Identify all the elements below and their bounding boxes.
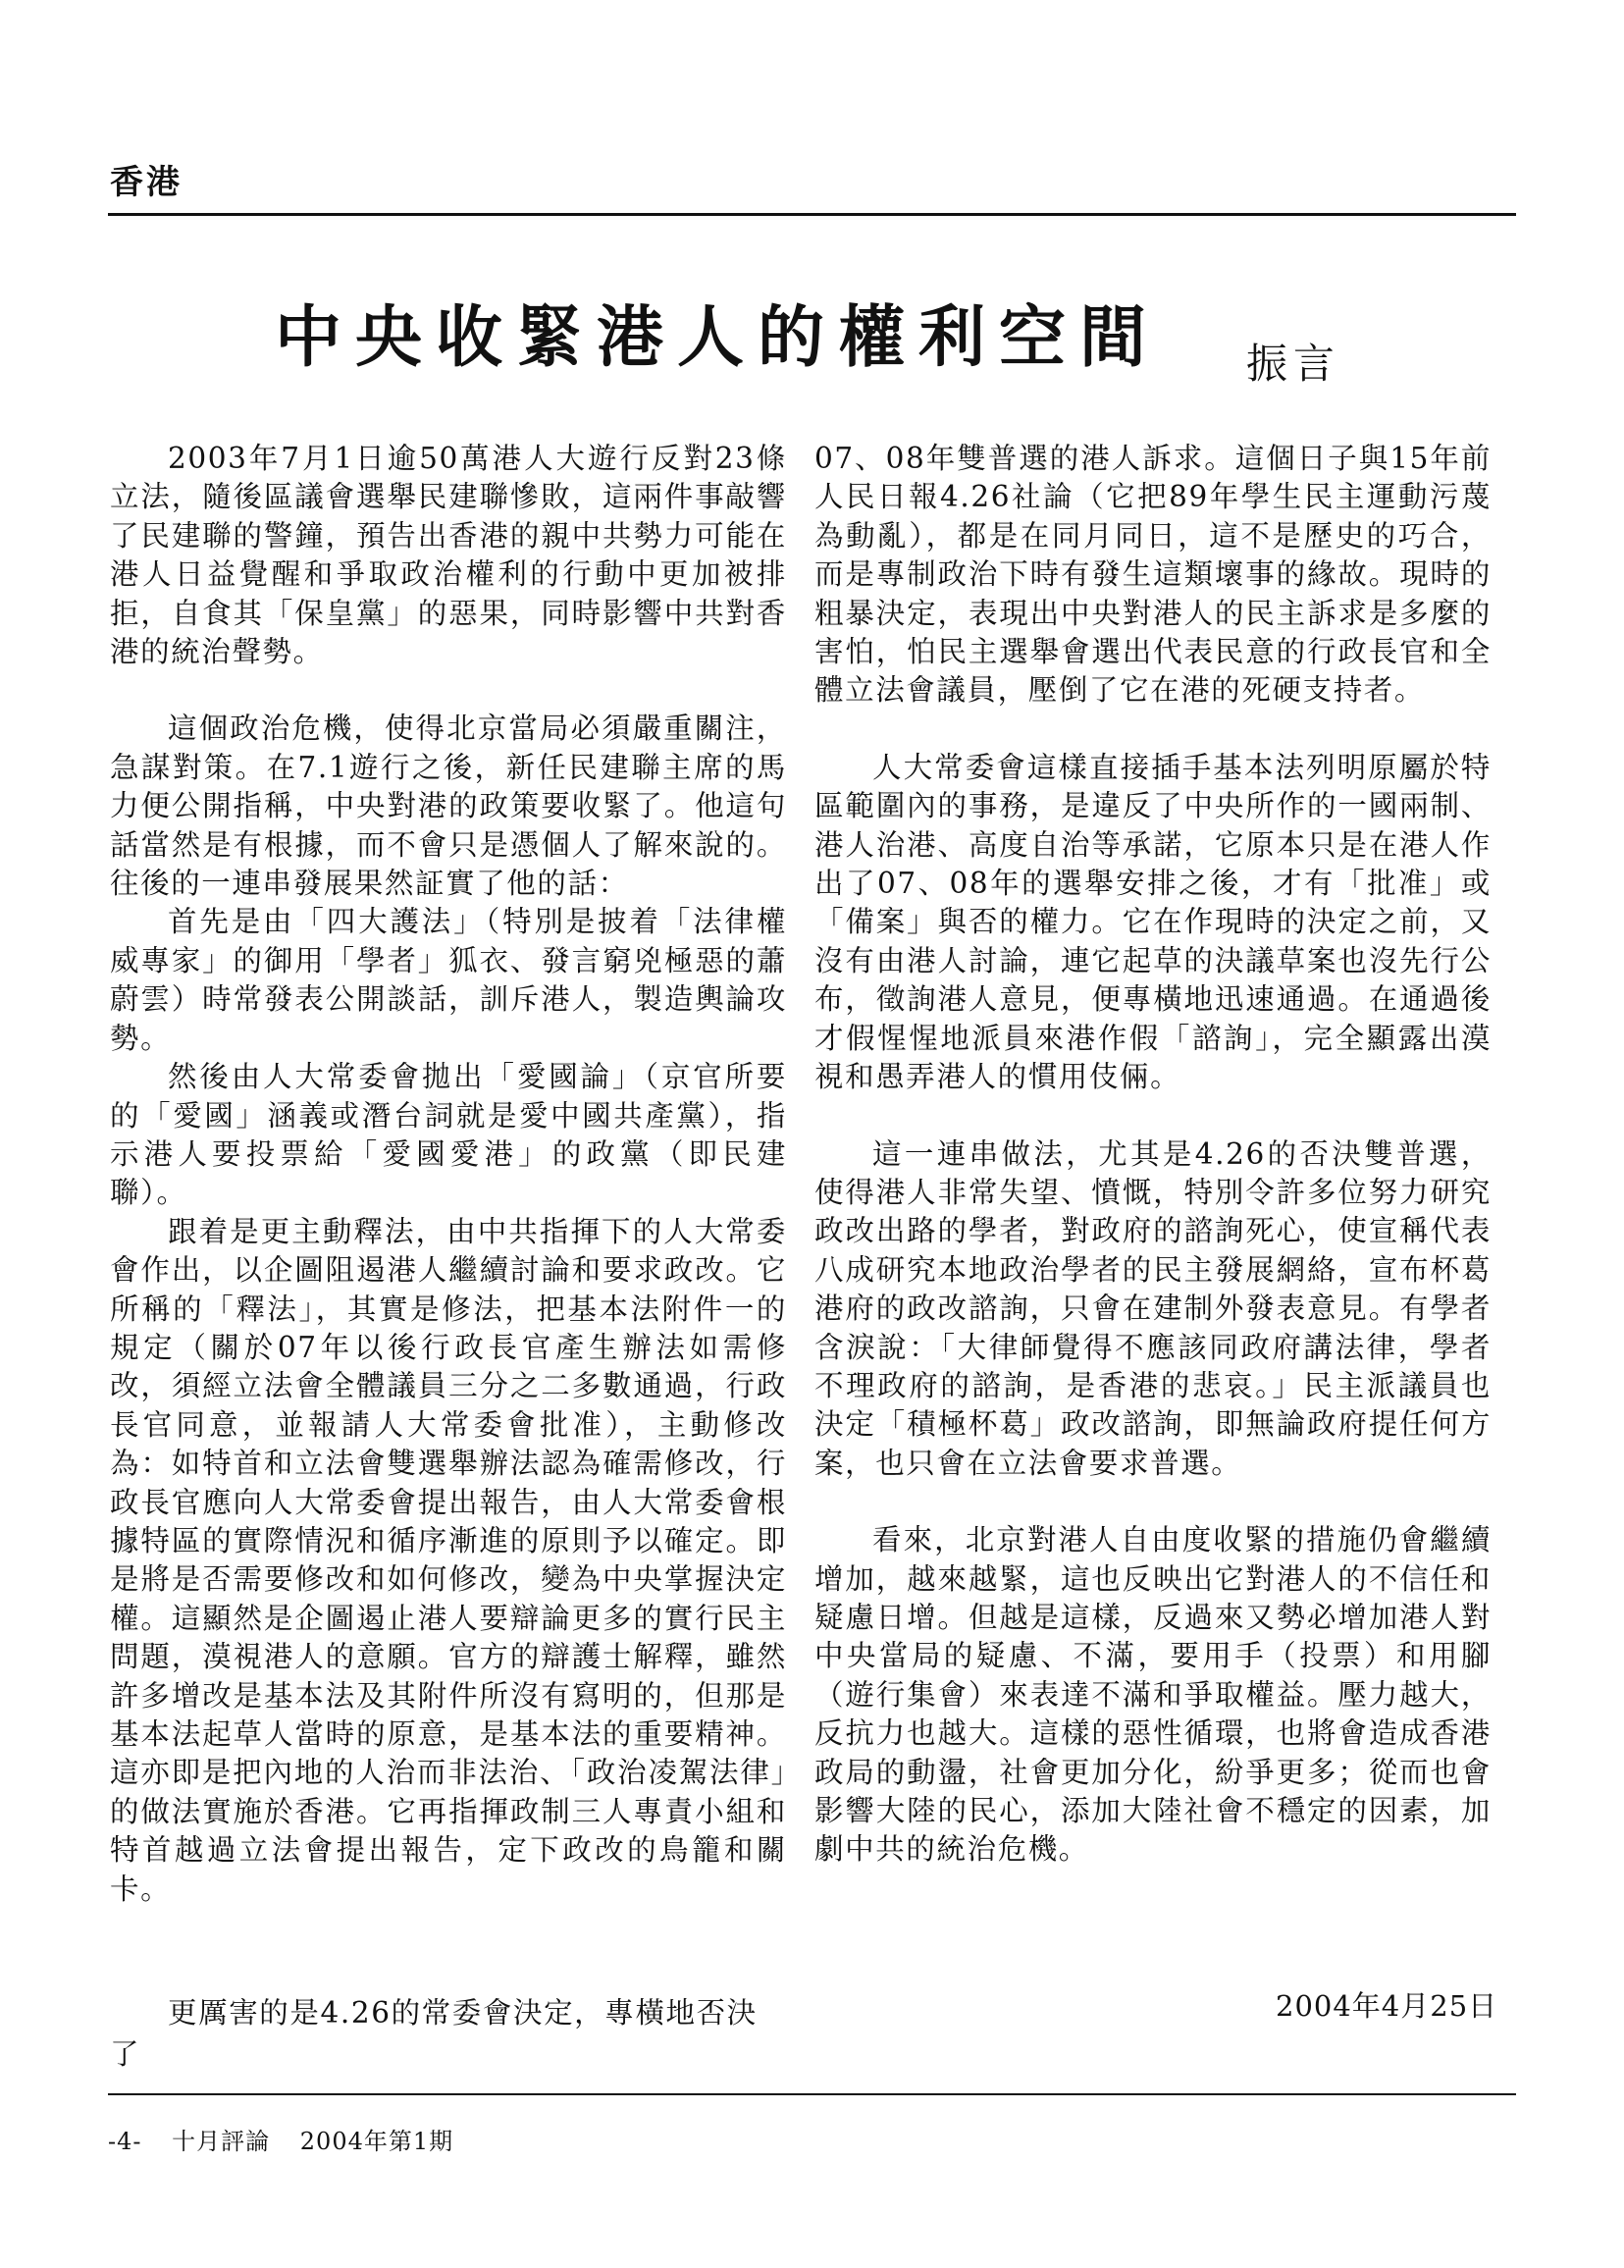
article-title: 中央收緊港人的權利空間 [275,298,1161,377]
paragraph: 首先是由「四大護法」（特別是披着「法律權威專家」的御用「學者」狐衣、發言窮兇極惡的蕭蔚雲）時常發表公開談話，訓斥港人，製造輿論攻勢。 [110,905,787,1055]
page-number: -4- [108,2128,142,2155]
paragraph: 人大常委會這樣直接插手基本法列明原屬於特區範圍內的事務，是違反了中央所作的一國兩制、港人治港、高度自治等承諾，它原本只是在港人作出了07、08年的選舉安排之後，才有「批准」或「備案」與否的權力。它在作現時的決定之前，又沒有由港人討論，連它起草的決議草案也沒先行公布，徵詢港人意見，便專橫地迅速通過。在通過後才假惺惺地派員來港作假「諮詢」，完全顯露出漠視和愚弄港人的慣用伎倆。 [814,750,1492,1094]
paragraph: 跟着是更主動釋法，由中共指揮下的人大常委會作出，以企圖阻遏港人繼續討論和要求政改。它所稱的「釋法」，其實是修法，把基本法附件一的規定（關於07年以後行政長官產生辦法如需修改，須經立法會全體議員三分之二多數通過，行政長官同意，並報請人大常委會批准），主動修改為：如特首和立法會雙選舉辦法認為確需修改，行政長官應向人大常委會提出報告，由人大常委會根據特區的實際情況和循序漸進的原則予以確定。即是將是否需要修改和如何修改，變為中央掌握決定權。這顯然是企圖遏止港人要辯論更多的實行民主問題，漠視港人的意願。官方的辯護士解釋，雖然許多增改是基本法及其附件所沒有寫明的，但那是基本法起草人當時的原意，是基本法的重要精神。這亦即是把內地的人治而非法治、「政治凌駕法律」的做法實施於香港。它再指揮政制三人專責小組和特首越過立法會提出報告，定下政改的鳥籠和關卡。 [110,1214,787,1906]
header-rule [108,213,1516,216]
article-date: 2004年4月25日 [1276,1989,1498,2023]
paragraph: 07、08年雙普選的港人訴求。這個日子與15年前人民日報4.26社論（它把89年學生民主運動污蔑為動亂），都是在同月同日，這不是歷史的巧合，而是專制政治下時有發生這類壞事的緣故。現時的粗暴決定，表現出中央對港人的民主訴求是多麼的害怕，怕民主選舉會選出代表民意的行政長官和全體立法會議員，壓倒了它在港的死硬支持者。 [814,442,1492,708]
footer-rule [108,2093,1516,2095]
paragraph-continued: 更厲害的是4.26的常委會決定，專橫地否決了 [110,1996,758,2071]
paragraph: 然後由人大常委會拋出「愛國論」（京官所要的「愛國」涵義或潛台詞就是愛中國共產黨），指示港人要投票給「愛國愛港」的政黨（即民建聯）。 [110,1060,787,1210]
publication-name: 十月評論 [172,2128,271,2155]
left-column [110,440,787,1909]
article-author: 振言 [1246,340,1341,388]
page-footer [108,2122,475,2156]
right-column [814,440,1492,1870]
paragraph: 看來，北京對港人自由度收緊的措施仍會繼續增加，越來越緊，這也反映出它對港人的不信任和疑慮日增。但越是這樣，反過來又勢必增加港人對中央當局的疑慮、不滿，要用手（投票）和用腳（遊行集會）來表達不滿和爭取權益。壓力越大，反抗力也越大。這樣的惡性循環，也將會造成香港政局的動盪，社會更加分化，紛爭更多；從而也會影響大陸的民心，添加大陸社會不穩定的因素，加劇中共的統治危機。 [814,1523,1492,1867]
paragraph: 這個政治危機，使得北京當局必須嚴重關注，急謀對策。在7.1遊行之後，新任民建聯主席的馬力便公開指稱，中央對港的政策要收緊了。他這句話當然是有根據，而不會只是憑個人了解來說的。往後的一連串發展果然証實了他的話： [110,712,787,901]
paragraph: 這一連串做法，尤其是4.26的否決雙普選，使得港人非常失望、憤慨，特別令許多位努力研究政改出路的學者，對政府的諮詢死心，使宣稱代表八成研究本地政治學者的民主發展網絡，宣布杯葛港府的政改諮詢，只會在建制外發表意見。有學者含淚說：「大律師覺得不應該同政府講法律，學者不理政府的諮詢，是香港的悲哀。」民主派議員也決定「積極杯葛」政改諮詢，即無論政府提任何方案，也只會在立法會要求普選。 [814,1136,1492,1480]
paragraph: 2003年7月1日逾50萬港人大遊行反對23條立法，隨後區議會選舉民建聯慘敗，這兩件事敲響了民建聯的警鐘，預告出香港的親中共勢力可能在港人日益覺醒和爭取政治權利的行動中更加被排拒，自食其「保皇黨」的惡果，同時影響中共對香港的統治聲勢。 [110,442,787,669]
issue-label: 2004年第1期 [299,2128,454,2155]
section-label: 香港 [110,163,183,202]
